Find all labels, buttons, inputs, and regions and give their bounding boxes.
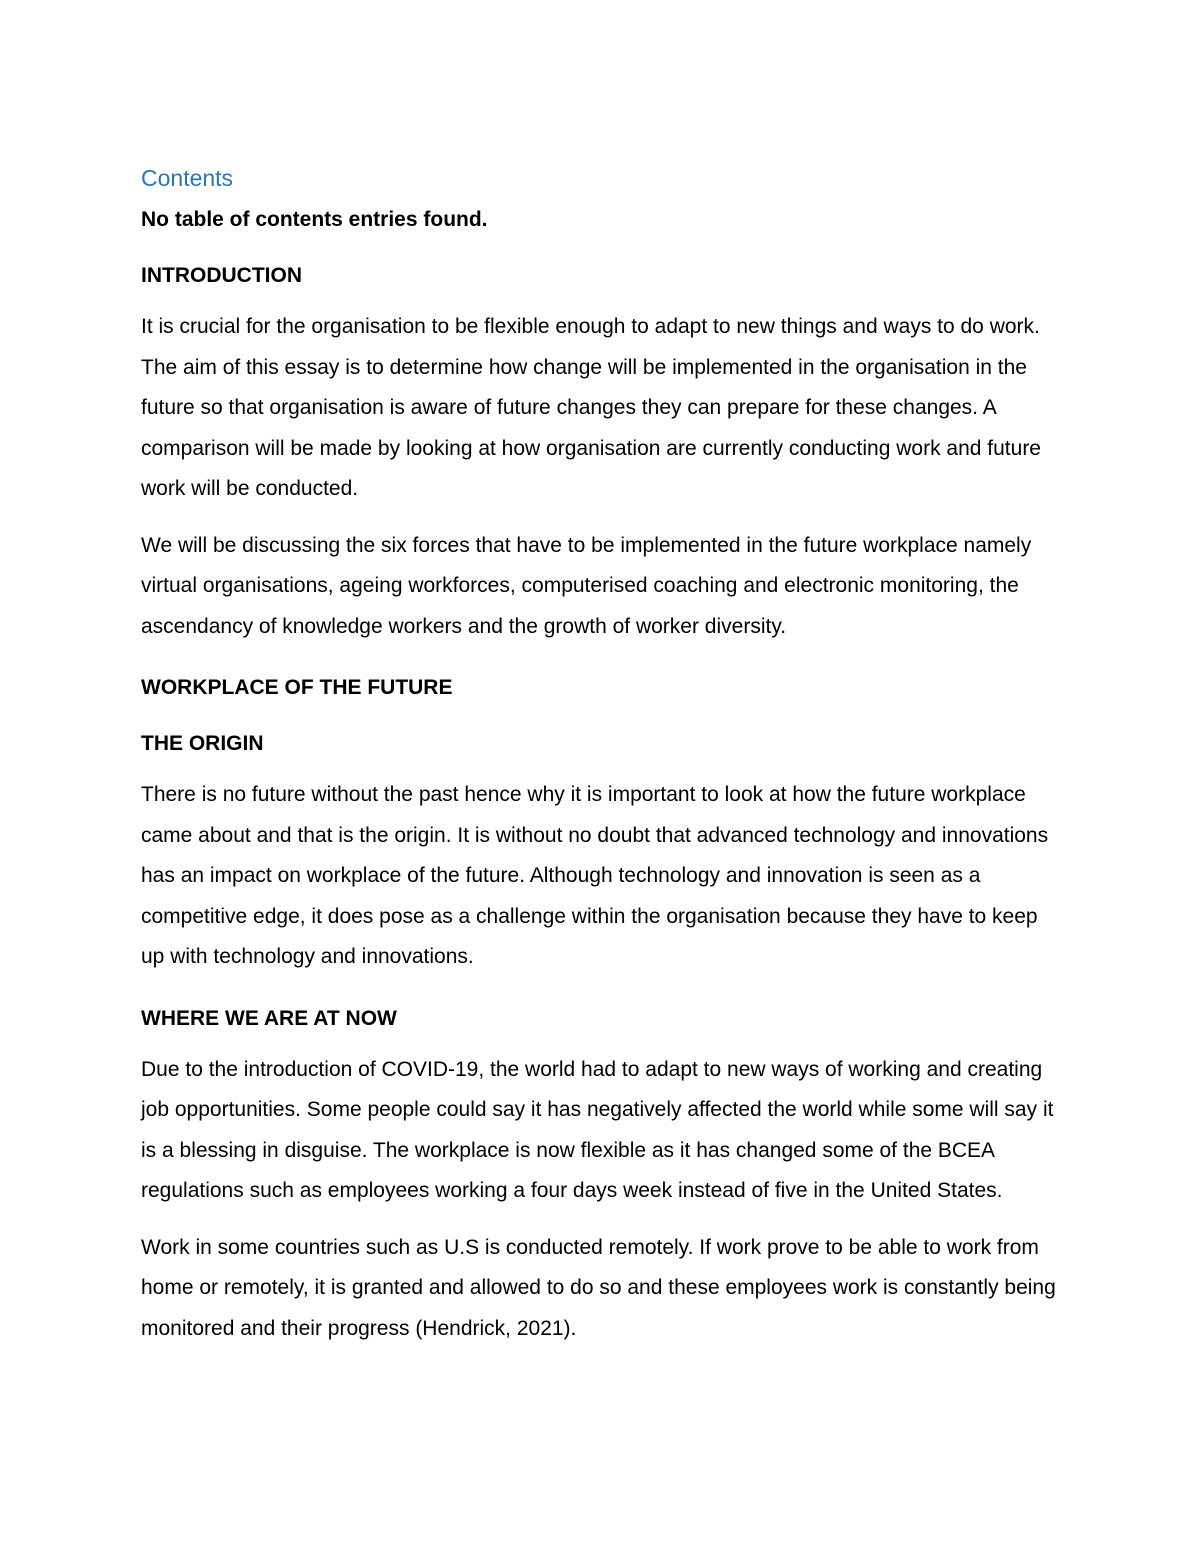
toc-empty-message: No table of contents entries found.: [141, 208, 488, 231]
origin-paragraph-1: There is no future without the past hence why it is important to look at how the future workplace came about and that is the origin. It is without no doubt that advanced technology and innovations has an impact on workplace of the future. Although technology and innovation is seen as a competitive edge, it does pose as a challenge within the organisation because they have to keep up with technology and innovations.: [141, 783, 1049, 968]
heading-origin: THE ORIGIN: [141, 732, 264, 755]
document-page: [141, 163, 1066, 1349]
heading-workplace-future: WORKPLACE OF THE FUTURE: [141, 676, 453, 699]
now-paragraph-2: Work in some countries such as U.S is conducted remotely. If work prove to be able to work from home or remotely, it is granted and allowed to do so and these employees work is constantly being monitored and their progress (Hendrick, 2021).: [141, 1235, 1056, 1340]
introduction-paragraph-2: We will be discussing the six forces that have to be implemented in the future workplace namely virtual organisations, ageing workforces, computerised coaching and electronic monitoring, the ascendancy of knowledge workers and the growth of worker diversity.: [141, 533, 1032, 638]
now-paragraph-1: Due to the introduction of COVID-19, the world had to adapt to new ways of working and creating job opportunities. Some people could say it has negatively affected the world while some will say it is a blessing in disguise. The workplace is now flexible as it has changed some of the BCEA regulations such as employees working a four days week instead of five in the United States.: [141, 1057, 1054, 1202]
toc-title: Contents: [141, 165, 234, 191]
heading-introduction: INTRODUCTION: [141, 264, 302, 287]
introduction-paragraph-1: It is crucial for the organisation to be flexible enough to adapt to new things and ways to do work. The aim of this essay is to determine how change will be implemented in the organisation in the future so that organisation is aware of future changes they can prepare for these changes. A comparison will be made by looking at how organisation are currently conducting work and future work will be conducted.: [141, 315, 1041, 500]
heading-where-now: WHERE WE ARE AT NOW: [141, 1006, 397, 1030]
